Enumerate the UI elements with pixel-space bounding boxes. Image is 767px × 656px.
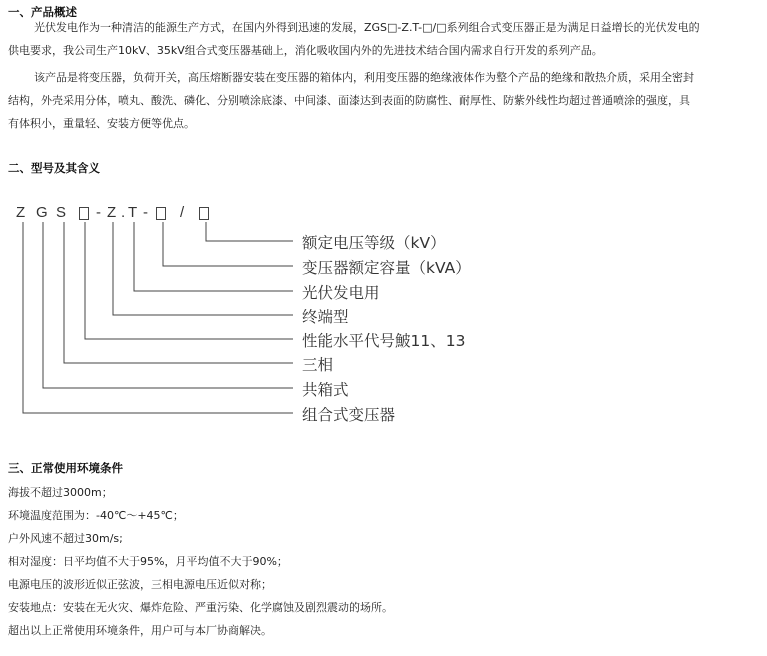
model-label-combined-transformer: 组合式变压器 [302,406,396,424]
code-char-dash2: - [143,204,148,221]
model-label-rated-voltage: 额定电压等级（kV） [302,234,446,252]
condition-item: 相对湿度：日平均值不大于95%，月平均值不大于90%； [8,555,288,568]
condition-item: 安装地点：安装在无火灾、爆炸危险、严重污染、化学腐蚀及剧烈震动的场所。 [8,601,393,614]
connector-line [64,222,293,363]
section-3-title: 三、正常使用环境条件 [8,461,123,475]
overview-para1-line2: 供电要求，我公司生产10kV、35kV组合式变压器基础上，消化吸收国内外的先进技术结合国内需求自行开发的系列产品。 [8,44,603,57]
code-char-dot: . [121,204,126,221]
connector-line [206,222,293,241]
model-label-common-tank: 共箱式 [302,381,349,399]
condition-item: 超出以上正常使用环境条件，用户可与本厂协商解决。 [8,624,272,637]
code-char-s: S [56,204,67,221]
model-label-rated-capacity: 变压器额定容量（kVA） [302,259,471,277]
overview-para2-line2: 结构，外壳采用分体，喷丸、酸洗、磷化、分别喷涂底漆、中间漆、面漆达到表面的防腐性、耐厚性、防紫外线性均超过普通喷涂的强度，具 [8,94,690,107]
section-2-title: 二、型号及其含义 [8,161,100,175]
condition-item: 海拔不超过3000m； [8,486,113,499]
model-label-photovoltaic: 光伏发电用 [302,284,380,302]
model-label-terminal-type: 终端型 [302,308,349,326]
code-char-slash: / [180,204,185,221]
overview-para2-line3: 有体积小，重量轻、安装方便等优点。 [8,117,195,130]
code-char-z2: Z [107,204,117,221]
code-char-t: T [128,204,138,221]
overview-para2-line1: 该产品是将变压器，负荷开关，高压熔断器安装在变压器的箱体内，利用变压器的绝缘液体作为整个产品的绝缘和散热介质，采用全密封 [34,71,694,84]
code-char-g: G [36,204,48,221]
overview-para1-line1: 光伏发电作为一种清洁的能源生产方式，在国内外得到迅速的发展，ZGS□-Z.T-□/□系列组合式变压器正是为满足日益增长的光伏发电的 [34,21,700,34]
condition-item: 户外风速不超过30m/s; [8,532,123,545]
connector-line [85,222,293,339]
model-label-performance-code: 性能水平代号鮍11、13 [302,332,466,350]
section-1-title: 一、产品概述 [8,5,77,19]
model-label-three-phase: 三相 [302,356,334,374]
code-char-z: Z [16,204,26,221]
connector-line [113,222,293,315]
connector-line [134,222,293,291]
code-char-dash: - [96,204,101,221]
connector-line [163,222,293,266]
condition-item: 环境温度范围为：-40℃～+45℃； [8,509,184,522]
condition-item: 电源电压的波形近似正弦波，三相电源电压近似对称； [8,578,272,591]
